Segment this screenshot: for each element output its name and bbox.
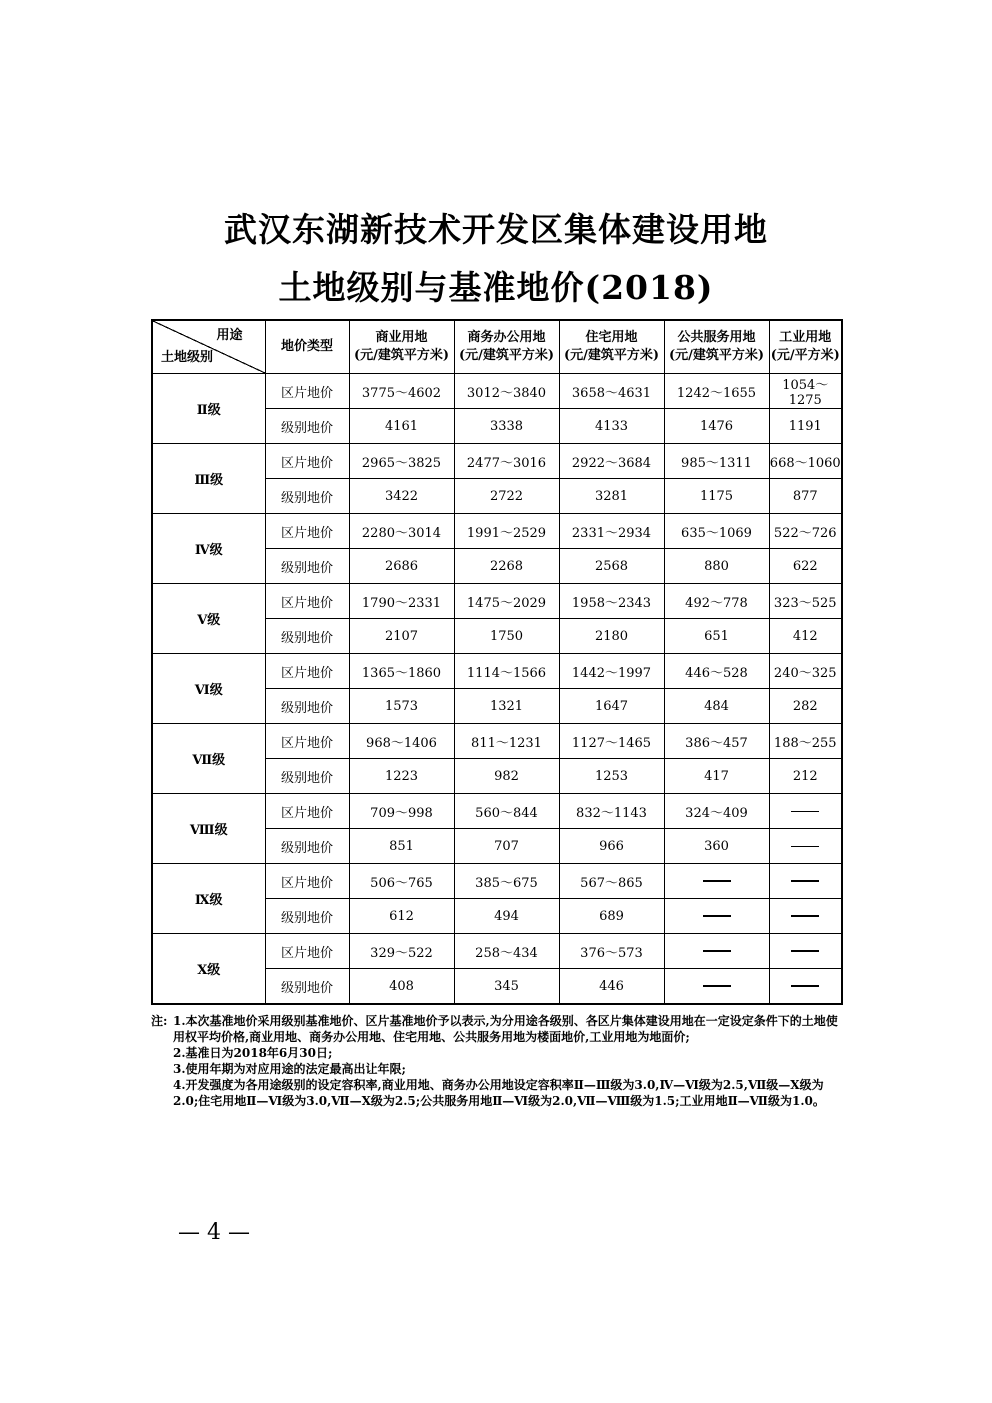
price-cell: 1475～2029 (454, 584, 559, 619)
table-row (152, 654, 842, 689)
price-cell: 612 (349, 899, 454, 934)
price-cell: 494 (454, 899, 559, 934)
note-text: 3.使用年期为对应用途的法定最高出让年限; (173, 1062, 406, 1076)
price-cell: 1573 (349, 689, 454, 724)
price-cell: 446 (559, 969, 664, 1005)
price-type-header: 地价类型 (265, 320, 349, 374)
price-cell: 1242～1655 (664, 374, 769, 409)
price-type-cell: 级别地价 (265, 969, 349, 1005)
price-cell: 1253 (559, 759, 664, 794)
empty-value-cell (664, 934, 769, 969)
price-cell: 622 (769, 549, 842, 584)
price-cell: 3658～4631 (559, 374, 664, 409)
document-title-line1: 武汉东湖新技术开发区集体建设用地 (224, 210, 768, 249)
price-type-cell: 级别地价 (265, 829, 349, 864)
dash-mark (791, 846, 819, 847)
column-unit: (元/建筑平方米) (563, 348, 660, 363)
price-cell: 1790～2331 (349, 584, 454, 619)
price-cell: 360 (664, 829, 769, 864)
grade-label: Ⅶ级 (152, 724, 265, 794)
empty-value-cell (664, 864, 769, 899)
price-cell: 1442～1997 (559, 654, 664, 689)
table-row (152, 444, 842, 479)
price-cell: 2722 (454, 479, 559, 514)
price-cell: 1750 (454, 619, 559, 654)
dash-mark (703, 880, 731, 882)
price-cell: 212 (769, 759, 842, 794)
price-cell: 1958～2343 (559, 584, 664, 619)
grade-label: Ⅸ级 (152, 864, 265, 934)
land-price-table (151, 319, 843, 1005)
table-row (152, 724, 842, 759)
notes-section (151, 1013, 841, 1109)
column-header-public-service (664, 320, 769, 374)
notes-prefix: 注: (151, 1014, 168, 1028)
table-header-row (152, 320, 842, 374)
price-cell: 345 (454, 969, 559, 1005)
price-cell: 2268 (454, 549, 559, 584)
column-name: 商业用地 (375, 330, 428, 345)
price-cell: 668～1060 (769, 444, 842, 479)
price-cell: 2965～3825 (349, 444, 454, 479)
price-cell: 3338 (454, 409, 559, 444)
note-item-4 (151, 1077, 841, 1109)
empty-value-cell (769, 934, 842, 969)
price-cell: 492～778 (664, 584, 769, 619)
column-name: 商务办公用地 (467, 330, 546, 345)
grade-label: Ⅴ级 (152, 584, 265, 654)
empty-value-cell (664, 969, 769, 1005)
column-name: 公共服务用地 (677, 330, 756, 345)
column-header-industrial (769, 320, 842, 374)
price-type-cell: 级别地价 (265, 899, 349, 934)
note-item-1 (151, 1013, 841, 1045)
price-cell: 880 (664, 549, 769, 584)
price-type-cell: 区片地价 (265, 444, 349, 479)
corner-header-cell (152, 320, 265, 374)
price-cell: 1991～2529 (454, 514, 559, 549)
price-cell: 1054～1275 (769, 374, 842, 409)
price-cell: 4161 (349, 409, 454, 444)
dash-mark (791, 811, 819, 812)
grade-label: Ⅵ级 (152, 654, 265, 724)
price-type-cell: 区片地价 (265, 864, 349, 899)
grade-label: Ⅱ级 (152, 374, 265, 444)
price-cell: 1175 (664, 479, 769, 514)
column-unit: (元/建筑平方米) (353, 348, 450, 363)
table-row (152, 514, 842, 549)
price-cell: 707 (454, 829, 559, 864)
column-name: 工业用地 (779, 330, 832, 345)
table-row (152, 374, 842, 409)
price-type-cell: 区片地价 (265, 584, 349, 619)
price-type-cell: 级别地价 (265, 549, 349, 584)
note-text: 1.本次基准地价采用级别基准地价、区片基准地价予以表示,为分用途各级别、各区片集体建设用地在一定设定条件下的土地使用权平均价格,商业用地、商务办公用地、住宅用地、公共服务用地为楼面地价,工业用地为地面价; (173, 1014, 838, 1044)
price-type-cell: 区片地价 (265, 514, 349, 549)
price-cell: 522～726 (769, 514, 842, 549)
price-cell: 2922～3684 (559, 444, 664, 479)
empty-value-cell (769, 794, 842, 829)
empty-value-cell (769, 864, 842, 899)
empty-value-cell (769, 899, 842, 934)
price-cell: 2280～3014 (349, 514, 454, 549)
price-cell: 560～844 (454, 794, 559, 829)
price-cell: 2331～2934 (559, 514, 664, 549)
grade-label: Ⅹ级 (152, 934, 265, 1005)
price-cell: 1114～1566 (454, 654, 559, 689)
land-price-table-body (152, 320, 842, 1004)
price-cell: 877 (769, 479, 842, 514)
price-cell: 651 (664, 619, 769, 654)
price-cell: 1365～1860 (349, 654, 454, 689)
price-cell: 329～522 (349, 934, 454, 969)
grade-label: Ⅷ级 (152, 794, 265, 864)
price-cell: 3422 (349, 479, 454, 514)
price-cell: 811～1231 (454, 724, 559, 759)
price-type-cell: 级别地价 (265, 409, 349, 444)
price-cell: 3775～4602 (349, 374, 454, 409)
table-row (152, 934, 842, 969)
price-cell: 968～1406 (349, 724, 454, 759)
price-cell: 2686 (349, 549, 454, 584)
price-cell: 323～525 (769, 584, 842, 619)
price-cell: 188～255 (769, 724, 842, 759)
price-cell: 2477～3016 (454, 444, 559, 479)
price-cell: 832～1143 (559, 794, 664, 829)
price-cell: 4133 (559, 409, 664, 444)
dash-mark (703, 985, 731, 987)
price-cell: 1647 (559, 689, 664, 724)
price-cell: 689 (559, 899, 664, 934)
column-header-residential (559, 320, 664, 374)
price-cell: 1476 (664, 409, 769, 444)
dash-mark (791, 880, 819, 882)
price-cell: 985～1311 (664, 444, 769, 479)
price-cell: 3281 (559, 479, 664, 514)
column-header-commercial (349, 320, 454, 374)
note-item-3 (151, 1061, 841, 1077)
price-cell: 408 (349, 969, 454, 1005)
price-cell: 2568 (559, 549, 664, 584)
price-cell: 385～675 (454, 864, 559, 899)
dash-mark (791, 985, 819, 987)
price-cell: 386～457 (664, 724, 769, 759)
grade-label: Ⅲ级 (152, 444, 265, 514)
price-type-cell: 区片地价 (265, 794, 349, 829)
price-cell: 2180 (559, 619, 664, 654)
price-cell: 709～998 (349, 794, 454, 829)
dash-mark (791, 950, 819, 952)
empty-value-cell (769, 969, 842, 1005)
document-title-line2: 土地级别与基准地价(2018) (278, 268, 714, 307)
price-cell: 376～573 (559, 934, 664, 969)
note-text: 2.基准日为2018年6月30日; (173, 1046, 333, 1060)
dash-mark (791, 915, 819, 917)
note-item-2 (151, 1045, 841, 1061)
price-cell: 1191 (769, 409, 842, 444)
note-text: 4.开发强度为各用途级别的设定容积率,商业用地、商务办公用地设定容积率Ⅱ—Ⅲ级为3.0,Ⅳ—Ⅵ级为2.5,Ⅶ级—Ⅹ级为2.0;住宅用地Ⅱ—Ⅵ级为3.0,Ⅶ—Ⅹ级为2.5;公共服务用地Ⅱ—Ⅵ级为2.0,Ⅶ—Ⅷ级为1.5;工业用地Ⅱ—Ⅶ级为1.0。 (173, 1078, 825, 1108)
price-cell: 1321 (454, 689, 559, 724)
price-cell: 484 (664, 689, 769, 724)
price-cell: 966 (559, 829, 664, 864)
column-unit: (元/平方米) (770, 348, 840, 363)
grade-label: Ⅳ级 (152, 514, 265, 584)
price-type-cell: 级别地价 (265, 759, 349, 794)
corner-grade-label: 土地级别 (161, 350, 214, 365)
price-cell: 240～325 (769, 654, 842, 689)
page-number: — 4 — (178, 1220, 250, 1245)
price-cell: 412 (769, 619, 842, 654)
corner-usage-label: 用途 (216, 328, 243, 343)
price-type-cell: 级别地价 (265, 689, 349, 724)
price-cell: 1223 (349, 759, 454, 794)
table-row (152, 584, 842, 619)
dash-mark (703, 950, 731, 952)
price-cell: 851 (349, 829, 454, 864)
price-cell: 982 (454, 759, 559, 794)
price-type-cell: 区片地价 (265, 724, 349, 759)
column-unit: (元/建筑平方米) (668, 348, 765, 363)
column-name: 住宅用地 (585, 330, 638, 345)
price-cell: 324～409 (664, 794, 769, 829)
price-cell: 635～1069 (664, 514, 769, 549)
price-type-cell: 级别地价 (265, 479, 349, 514)
price-cell: 446～528 (664, 654, 769, 689)
price-cell: 506～765 (349, 864, 454, 899)
dash-mark (703, 915, 731, 917)
price-cell: 567～865 (559, 864, 664, 899)
price-type-cell: 区片地价 (265, 654, 349, 689)
price-cell: 282 (769, 689, 842, 724)
table-row (152, 864, 842, 899)
column-unit: (元/建筑平方米) (458, 348, 555, 363)
column-header-office (454, 320, 559, 374)
price-cell: 3012～3840 (454, 374, 559, 409)
price-cell: 1127～1465 (559, 724, 664, 759)
price-cell: 258～434 (454, 934, 559, 969)
price-type-cell: 级别地价 (265, 619, 349, 654)
empty-value-cell (664, 899, 769, 934)
empty-value-cell (769, 829, 842, 864)
table-row (152, 794, 842, 829)
price-type-cell: 区片地价 (265, 934, 349, 969)
price-cell: 2107 (349, 619, 454, 654)
price-cell: 417 (664, 759, 769, 794)
price-type-cell: 区片地价 (265, 374, 349, 409)
